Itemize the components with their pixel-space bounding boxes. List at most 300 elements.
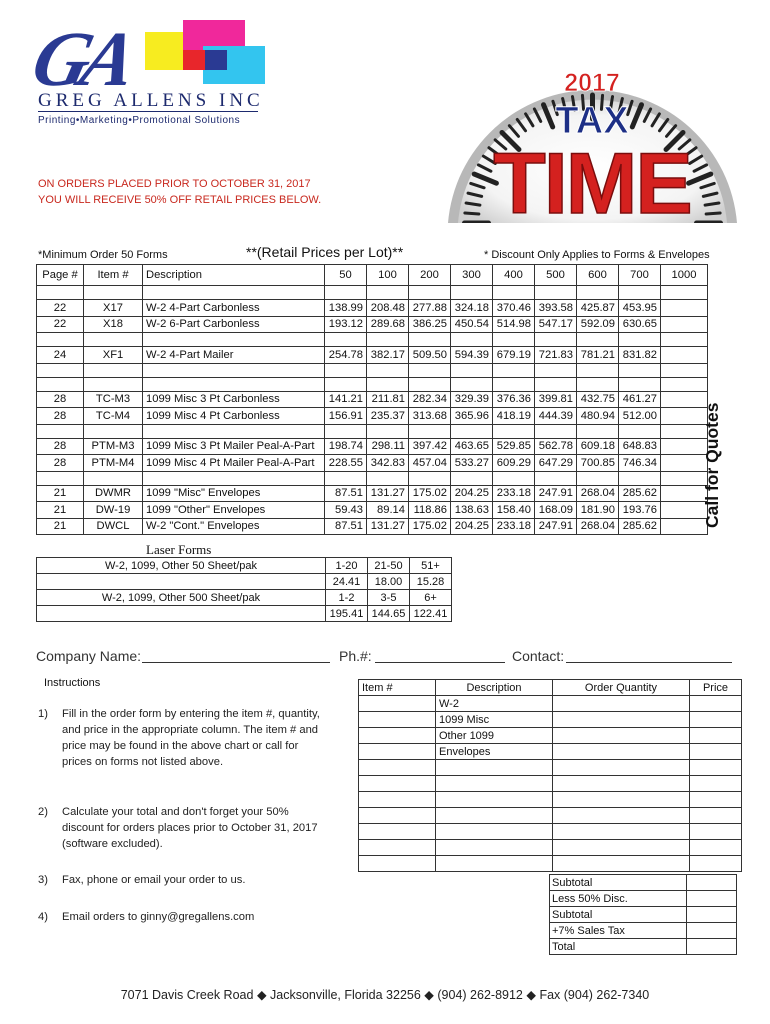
footer-fax: Fax (904) 262-7340	[539, 988, 650, 1002]
clock-time: TIME	[493, 136, 691, 223]
price-cell: 463.65	[451, 438, 493, 455]
price-table-header	[37, 265, 708, 286]
empty-cell	[84, 377, 143, 391]
empty-cell	[577, 363, 619, 377]
laser-value-cell: 195.41	[326, 606, 368, 622]
price-row	[37, 316, 708, 333]
order-description-cell[interactable]	[436, 760, 553, 776]
price-cell: 289.68	[367, 316, 409, 333]
order-item-field[interactable]	[359, 712, 436, 728]
price-cell: 562.78	[535, 438, 577, 455]
empty-cell	[535, 424, 577, 438]
price-cell: 235.37	[367, 408, 409, 425]
empty-cell	[367, 377, 409, 391]
price-cell: 592.09	[577, 316, 619, 333]
clock-year: 2017	[564, 69, 620, 97]
price-cell: 533.27	[451, 455, 493, 472]
empty-cell	[409, 286, 451, 300]
empty-cell	[493, 471, 535, 485]
price-cell: 781.21	[577, 347, 619, 364]
order-price-field[interactable]	[690, 728, 742, 744]
order-item-field[interactable]	[359, 808, 436, 824]
page-cell: 22	[37, 300, 84, 317]
price-row	[37, 391, 708, 408]
company-name: GREG ALLENS INC	[38, 90, 264, 111]
order-row	[359, 728, 742, 744]
empty-cell	[577, 471, 619, 485]
empty-cell	[37, 471, 84, 485]
footer-street: 7071 Davis Creek Road	[120, 988, 254, 1002]
description-cell: 1099 Misc 3 Pt Carbonless	[143, 391, 325, 408]
empty-cell	[367, 333, 409, 347]
laser-value-cell: 6+	[410, 590, 452, 606]
order-row	[359, 776, 742, 792]
order-price-field[interactable]	[690, 776, 742, 792]
empty-cell	[493, 377, 535, 391]
empty-cell	[143, 424, 325, 438]
company-tagline: Printing•Marketing•Promotional Solutions	[38, 115, 241, 126]
empty-cell	[37, 363, 84, 377]
promo-line-2: YOU WILL RECEIVE 50% OFF RETAIL PRICES BELOW.	[38, 194, 322, 206]
description-cell: 1099 "Misc" Envelopes	[143, 485, 325, 502]
empty-cell	[661, 333, 708, 347]
order-quantity-field[interactable]	[553, 824, 690, 840]
empty-cell	[143, 286, 325, 300]
clock-tax: TAX	[555, 100, 629, 142]
price-cell: 268.04	[577, 518, 619, 535]
empty-cell	[367, 471, 409, 485]
spacer-row	[37, 286, 708, 300]
empty-cell	[325, 333, 367, 347]
price-cell: 630.65	[619, 316, 661, 333]
order-description-cell[interactable]: Envelopes	[436, 744, 553, 760]
price-cell: 397.42	[409, 438, 451, 455]
order-item-field[interactable]	[359, 728, 436, 744]
empty-cell	[143, 377, 325, 391]
empty-cell	[619, 424, 661, 438]
order-price-field[interactable]	[690, 792, 742, 808]
spacer-row	[37, 471, 708, 485]
order-item-field[interactable]	[359, 696, 436, 712]
empty-cell	[325, 471, 367, 485]
price-cell: 193.12	[325, 316, 367, 333]
instruction-step-4	[38, 909, 324, 925]
total-row	[550, 891, 737, 907]
description-cell: 1099 "Other" Envelopes	[143, 502, 325, 519]
order-quantity-field[interactable]	[553, 712, 690, 728]
spacer-row	[37, 377, 708, 391]
price-cell: 594.39	[451, 347, 493, 364]
col-qty-400: 400	[493, 265, 535, 286]
price-cell: 370.46	[493, 300, 535, 317]
company-name-field[interactable]	[142, 662, 330, 663]
minimum-order-note: *Minimum Order 50 Forms	[38, 249, 168, 261]
price-cell: 376.36	[493, 391, 535, 408]
item-cell: XF1	[84, 347, 143, 364]
footer-address	[0, 987, 770, 1002]
col-qty-300: 300	[451, 265, 493, 286]
empty-cell	[409, 363, 451, 377]
page-cell: 21	[37, 518, 84, 535]
empty-cell	[84, 363, 143, 377]
item-cell: PTM-M4	[84, 455, 143, 472]
price-cell: 386.25	[409, 316, 451, 333]
order-row	[359, 856, 742, 872]
total-value-field[interactable]	[687, 875, 737, 891]
empty-cell	[451, 286, 493, 300]
order-quantity-field[interactable]	[553, 808, 690, 824]
item-cell: TC-M3	[84, 391, 143, 408]
laser-value-cell: 21-50	[368, 558, 410, 574]
price-cell: 131.27	[367, 518, 409, 535]
empty-cell	[84, 471, 143, 485]
page-cell: 21	[37, 502, 84, 519]
company-name-label: Company Name:	[36, 648, 142, 664]
empty-cell	[84, 424, 143, 438]
empty-cell	[84, 286, 143, 300]
total-label: Subtotal	[550, 875, 687, 891]
item-cell: X18	[84, 316, 143, 333]
laser-value-cell: 1-2	[326, 590, 368, 606]
price-cell: 721.83	[535, 347, 577, 364]
spacer-row	[37, 333, 708, 347]
order-col-item: Item #	[359, 680, 436, 696]
price-cell: 233.18	[493, 518, 535, 535]
price-cell: 425.87	[577, 300, 619, 317]
empty-cell	[37, 286, 84, 300]
total-row	[550, 923, 737, 939]
order-form-header	[359, 680, 742, 696]
empty-cell	[451, 363, 493, 377]
price-cell: 228.55	[325, 455, 367, 472]
item-cell: DWMR	[84, 485, 143, 502]
price-cell: 647.29	[535, 455, 577, 472]
description-cell: 1099 Misc 4 Pt Mailer Peal-A-Part	[143, 455, 325, 472]
price-cell: 87.51	[325, 485, 367, 502]
call-for-quotes-text: Call for Quotes	[702, 402, 722, 528]
price-cell: 444.39	[535, 408, 577, 425]
price-cell: 324.18	[451, 300, 493, 317]
laser-value-cell: 122.41	[410, 606, 452, 622]
logo-square-blue	[205, 50, 227, 70]
price-cell: 277.88	[409, 300, 451, 317]
logo-monogram: GA	[24, 15, 139, 102]
price-cell: 198.74	[325, 438, 367, 455]
total-value-field[interactable]	[687, 939, 737, 955]
col-description: Description	[143, 265, 325, 286]
order-col-quantity: Order Quantity	[553, 680, 690, 696]
order-description-cell[interactable]	[436, 856, 553, 872]
order-quantity-field[interactable]	[553, 744, 690, 760]
empty-cell	[84, 333, 143, 347]
order-item-field[interactable]	[359, 776, 436, 792]
order-item-field[interactable]	[359, 824, 436, 840]
price-cell: 393.58	[535, 300, 577, 317]
price-cell: 59.43	[325, 502, 367, 519]
empty-cell	[493, 363, 535, 377]
price-cell: 609.29	[493, 455, 535, 472]
order-description-cell[interactable]	[436, 792, 553, 808]
price-cell: 298.11	[367, 438, 409, 455]
price-cell: 365.96	[451, 408, 493, 425]
discount-note: * Discount Only Applies to Forms & Envelopes	[484, 249, 710, 261]
empty-cell	[661, 286, 708, 300]
price-cell: 450.54	[451, 316, 493, 333]
empty-cell	[325, 377, 367, 391]
price-cell: 547.17	[535, 316, 577, 333]
total-row	[550, 939, 737, 955]
item-cell: PTM-M3	[84, 438, 143, 455]
empty-cell	[577, 377, 619, 391]
instruction-step-2	[38, 804, 324, 852]
price-cell: 514.98	[493, 316, 535, 333]
price-cell: 204.25	[451, 485, 493, 502]
order-description-cell[interactable]	[436, 776, 553, 792]
empty-cell	[661, 316, 708, 333]
empty-cell	[535, 333, 577, 347]
price-cell: 313.68	[409, 408, 451, 425]
order-quantity-field[interactable]	[553, 760, 690, 776]
price-cell: 529.85	[493, 438, 535, 455]
order-quantity-field[interactable]	[553, 840, 690, 856]
order-description-cell[interactable]	[436, 808, 553, 824]
order-description-cell[interactable]: W-2	[436, 696, 553, 712]
order-item-field[interactable]	[359, 792, 436, 808]
order-row	[359, 712, 742, 728]
laser-row	[37, 590, 452, 606]
empty-cell	[535, 286, 577, 300]
order-price-field[interactable]	[690, 840, 742, 856]
total-value-field[interactable]	[687, 907, 737, 923]
price-cell: 204.25	[451, 518, 493, 535]
price-cell: 512.00	[619, 408, 661, 425]
price-cell: 247.91	[535, 518, 577, 535]
empty-cell	[37, 424, 84, 438]
order-quantity-field[interactable]	[553, 856, 690, 872]
step-text: Calculate your total and don't forget your 50% discount for orders places prior to October 31, 2017 (software excluded).	[62, 806, 318, 850]
order-price-field[interactable]	[690, 760, 742, 776]
order-description-cell[interactable]: Other 1099	[436, 728, 553, 744]
empty-cell	[143, 333, 325, 347]
item-cell: DWCL	[84, 518, 143, 535]
order-price-field[interactable]	[690, 696, 742, 712]
price-cell: 268.04	[577, 485, 619, 502]
total-label: Total	[550, 939, 687, 955]
page-cell: 24	[37, 347, 84, 364]
price-cell: 118.86	[409, 502, 451, 519]
order-item-field[interactable]	[359, 840, 436, 856]
price-cell: 87.51	[325, 518, 367, 535]
price-cell: 457.04	[409, 455, 451, 472]
order-quantity-field[interactable]	[553, 776, 690, 792]
order-price-field[interactable]	[690, 856, 742, 872]
empty-cell	[451, 333, 493, 347]
empty-cell	[451, 424, 493, 438]
total-label: Less 50% Disc.	[550, 891, 687, 907]
phone-field[interactable]	[375, 662, 505, 663]
laser-label-cell: W-2, 1099, Other 50 Sheet/pak	[37, 558, 326, 574]
order-item-field[interactable]	[359, 856, 436, 872]
price-cell: 418.19	[493, 408, 535, 425]
empty-cell	[325, 286, 367, 300]
item-cell: DW-19	[84, 502, 143, 519]
price-row	[37, 518, 708, 535]
order-price-field[interactable]	[690, 824, 742, 840]
total-label: +7% Sales Tax	[550, 923, 687, 939]
page-cell: 22	[37, 316, 84, 333]
order-quantity-field[interactable]	[553, 792, 690, 808]
laser-value-cell: 3-5	[368, 590, 410, 606]
price-cell: 158.40	[493, 502, 535, 519]
page-cell: 28	[37, 408, 84, 425]
price-cell: 509.50	[409, 347, 451, 364]
description-cell: W-2 6-Part Carbonless	[143, 316, 325, 333]
logo-divider	[38, 111, 258, 112]
col-qty-200: 200	[409, 265, 451, 286]
price-cell: 329.39	[451, 391, 493, 408]
step-text: Fill in the order form by entering the item #, quantity, and price in the appropriate column. The item # and price may be found in the above chart or call for prices on forms not listed above.	[62, 708, 320, 768]
order-col-description: Description	[436, 680, 553, 696]
empty-cell	[325, 424, 367, 438]
step-text: Email orders to ginny@gregallens.com	[62, 911, 255, 923]
price-cell: 432.75	[577, 391, 619, 408]
empty-cell	[661, 363, 708, 377]
order-row	[359, 824, 742, 840]
empty-cell	[493, 333, 535, 347]
price-cell: 89.14	[367, 502, 409, 519]
price-cell: 382.17	[367, 347, 409, 364]
laser-forms-title: Laser Forms	[146, 542, 212, 557]
price-row	[37, 502, 708, 519]
contact-field[interactable]	[566, 662, 732, 663]
laser-value-cell: 15.28	[410, 574, 452, 590]
empty-cell	[143, 471, 325, 485]
description-cell: 1099 Misc 3 Pt Mailer Peal-A-Part	[143, 438, 325, 455]
diamond-icon: ◆	[424, 988, 438, 1002]
step-number: 2)	[38, 806, 48, 818]
order-item-field[interactable]	[359, 760, 436, 776]
footer-phone: (904) 262-8912	[437, 988, 523, 1002]
call-for-quotes-label	[686, 380, 738, 535]
price-cell: 131.27	[367, 485, 409, 502]
order-totals-table	[549, 874, 737, 955]
order-row	[359, 840, 742, 856]
diamond-icon: ◆	[526, 988, 540, 1002]
item-cell: X17	[84, 300, 143, 317]
clock-tick	[465, 213, 479, 214]
retail-prices-heading: **(Retail Prices per Lot)**	[246, 244, 404, 260]
promo-notice	[38, 176, 321, 208]
order-description-cell[interactable]: 1099 Misc	[436, 712, 553, 728]
price-cell: 648.83	[619, 438, 661, 455]
price-cell: 609.18	[577, 438, 619, 455]
laser-value-cell: 1-20	[326, 558, 368, 574]
empty-cell	[661, 347, 708, 364]
price-row	[37, 300, 708, 317]
price-cell: 193.76	[619, 502, 661, 519]
order-row	[359, 760, 742, 776]
order-description-cell[interactable]	[436, 824, 553, 840]
description-cell: W-2 4-Part Mailer	[143, 347, 325, 364]
instructions-title: Instructions	[44, 677, 101, 689]
order-quantity-field[interactable]	[553, 728, 690, 744]
col-qty-1000: 1000	[661, 265, 708, 286]
description-cell: 1099 Misc 4 Pt Carbonless	[143, 408, 325, 425]
empty-cell	[409, 333, 451, 347]
empty-cell	[451, 471, 493, 485]
laser-label-cell	[37, 606, 326, 622]
order-price-field[interactable]	[690, 744, 742, 760]
order-description-cell[interactable]	[436, 840, 553, 856]
empty-cell	[619, 363, 661, 377]
empty-cell	[37, 333, 84, 347]
price-cell: 282.34	[409, 391, 451, 408]
price-cell: 746.34	[619, 455, 661, 472]
price-cell: 156.91	[325, 408, 367, 425]
price-cell: 208.48	[367, 300, 409, 317]
price-row	[37, 347, 708, 364]
empty-cell	[451, 377, 493, 391]
order-quantity-field[interactable]	[553, 696, 690, 712]
empty-cell	[619, 377, 661, 391]
empty-cell	[619, 333, 661, 347]
empty-cell	[367, 286, 409, 300]
empty-cell	[535, 471, 577, 485]
price-cell: 175.02	[409, 518, 451, 535]
empty-cell	[535, 377, 577, 391]
empty-cell	[409, 377, 451, 391]
price-cell: 342.83	[367, 455, 409, 472]
step-number: 1)	[38, 708, 48, 720]
total-value-field[interactable]	[687, 923, 737, 939]
empty-cell	[409, 471, 451, 485]
col-item: Item #	[84, 265, 143, 286]
empty-cell	[325, 363, 367, 377]
price-row	[37, 438, 708, 455]
promo-line-1: ON ORDERS PLACED PRIOR TO OCTOBER 31, 2017	[38, 178, 311, 190]
clock-tick	[706, 213, 720, 214]
total-row	[550, 907, 737, 923]
laser-value-cell: 24.41	[326, 574, 368, 590]
price-cell: 679.19	[493, 347, 535, 364]
order-item-field[interactable]	[359, 744, 436, 760]
order-row	[359, 744, 742, 760]
price-cell: 285.62	[619, 485, 661, 502]
price-row	[37, 485, 708, 502]
col-qty-700: 700	[619, 265, 661, 286]
order-form-table	[358, 679, 742, 872]
phone-label: Ph.#:	[339, 648, 372, 664]
total-value-field[interactable]	[687, 891, 737, 907]
empty-cell	[577, 333, 619, 347]
order-price-field[interactable]	[690, 712, 742, 728]
price-cell: 233.18	[493, 485, 535, 502]
empty-cell	[143, 363, 325, 377]
order-row	[359, 808, 742, 824]
page-cell: 28	[37, 391, 84, 408]
col-qty-100: 100	[367, 265, 409, 286]
total-row	[550, 875, 737, 891]
company-logo	[0, 0, 280, 130]
step-number: 4)	[38, 911, 48, 923]
page-cell: 28	[37, 455, 84, 472]
col-page: Page #	[37, 265, 84, 286]
laser-value-cell: 18.00	[368, 574, 410, 590]
item-cell: TC-M4	[84, 408, 143, 425]
laser-value-cell: 51+	[410, 558, 452, 574]
order-price-field[interactable]	[690, 808, 742, 824]
price-cell: 175.02	[409, 485, 451, 502]
